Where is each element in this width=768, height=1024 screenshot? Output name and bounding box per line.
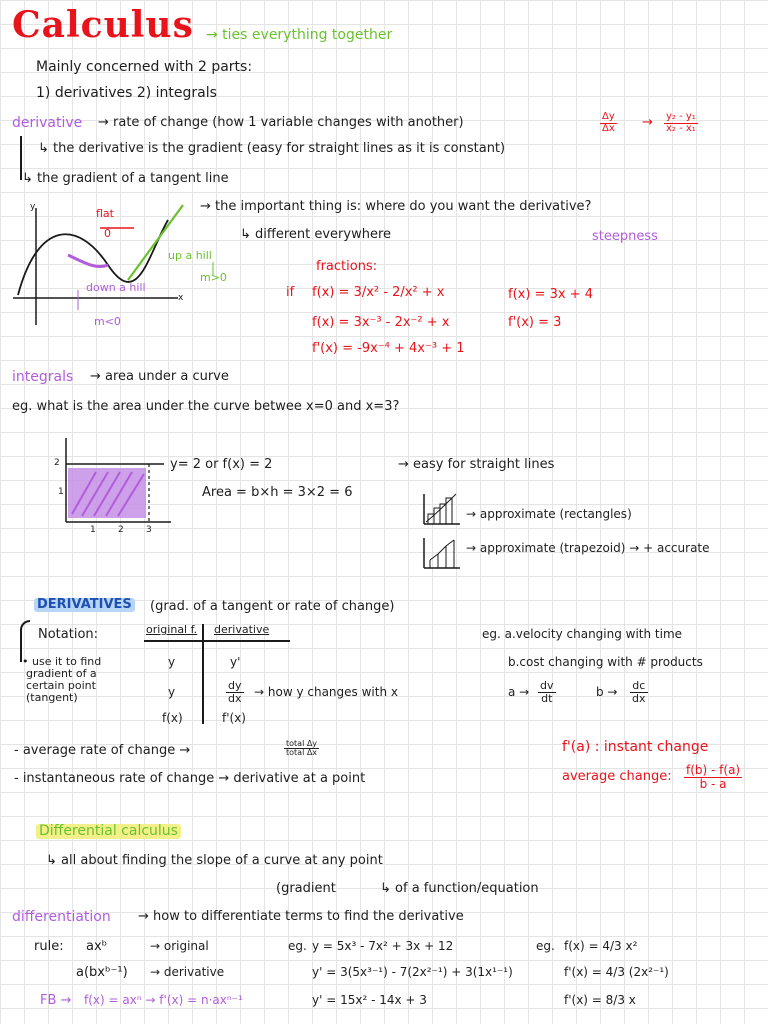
flat-label: flat (96, 207, 114, 220)
derivative-term: derivative (12, 115, 83, 131)
differentiation-term: differentiation (12, 909, 111, 925)
derivative-definition: → rate of change (how 1 variable changes with another) (98, 115, 464, 130)
page-title: Calculus (12, 4, 194, 46)
instant-change: f'(a) : instant change (562, 739, 709, 755)
notation-label: Notation: (38, 627, 99, 642)
eg1-line-c: y' = 15x² - 14x + 3 (312, 993, 427, 1007)
slope-line: ↳ all about finding the slope of a curve at any point (46, 853, 383, 868)
approx-trapezoid: → approximate (trapezoid) → + accurate (466, 541, 710, 555)
integrals-question: eg. what is the area under the curve betwee x=0 and x=3? (12, 399, 400, 414)
col-original: original f. (146, 623, 198, 636)
use-line-1: • use it to find (22, 655, 102, 668)
dv-num: dv (540, 679, 554, 692)
slope-fraction (664, 112, 698, 134)
how-y-changes: → how y changes with x (254, 685, 398, 699)
easy-straight-lines: → easy for straight lines (398, 457, 555, 472)
use-line-2: gradient of a (26, 667, 97, 680)
area-graph (56, 436, 176, 536)
fb-label: FB → (40, 993, 72, 1008)
average-change-fraction (684, 764, 742, 790)
average-rate: - average rate of change → (14, 743, 191, 758)
m-negative-label: m<0 (94, 315, 121, 328)
rule-original-desc: → original (150, 939, 209, 953)
fraction-eq-1: f(x) = 3/x² - 2/x² + x (312, 285, 445, 300)
row1-deriv: y' (230, 655, 241, 669)
m-positive-label: m>0 (200, 271, 227, 284)
fractions-heading: fractions: (316, 259, 378, 274)
row3-orig: f(x) (162, 711, 183, 725)
fb-equation: f(x) = axⁿ → f'(x) = n·axⁿ⁻¹ (84, 993, 243, 1007)
up-hill-label: up a hill (168, 249, 212, 262)
eg1-line-a: y = 5x³ - 7x² + 3x + 12 (312, 939, 454, 953)
col-derivative: derivative (214, 623, 270, 636)
rule-derivative: a(bxᵇ⁻¹) (76, 965, 128, 980)
row2-orig: y (168, 685, 176, 699)
title-tagline: → ties everything together (206, 27, 393, 43)
average-change-label: average change: (562, 769, 672, 784)
example-cost: b.cost changing with # products (508, 655, 703, 669)
area-x-tick-3: 3 (146, 525, 152, 535)
slope-den: x₂ - x₁ (666, 122, 696, 134)
linear-derivative: f'(x) = 3 (508, 315, 562, 330)
area-x-tick-2: 2 (118, 525, 124, 535)
area-calculation: Area = b×h = 3×2 = 6 (202, 485, 353, 500)
if-label: if (286, 285, 295, 300)
integrals-definition: → area under a curve (90, 369, 229, 384)
eg2-line-a: f(x) = 4/3 x² (564, 939, 638, 953)
graph-x-label: x (178, 293, 184, 303)
dx-den: dx (632, 691, 646, 705)
avg-change-den: b - a (699, 776, 727, 791)
avg-change-num: f(b) - f(a) (686, 763, 741, 777)
dc-dx-fraction (630, 680, 648, 704)
instantaneous-rate: - instantaneous rate of change → derivative at a point (14, 771, 366, 786)
dy-den: dx (228, 691, 242, 705)
rectangles-icon (422, 492, 462, 526)
dv-dt-fraction (538, 680, 556, 704)
eg2-line-c: f'(x) = 8/3 x (564, 993, 636, 1007)
integrals-term: integrals (12, 369, 74, 385)
delta-x: Δx (602, 122, 615, 134)
row3-deriv: f'(x) (222, 711, 246, 725)
derivative-point-2: ↳ the gradient of a tangent line (22, 171, 229, 186)
table-hline (144, 640, 290, 642)
approx-rectangles: → approximate (rectangles) (466, 507, 632, 521)
gradient-note: (gradient (276, 881, 336, 896)
dy-dx-fraction (226, 680, 244, 704)
rule-original: axᵇ (86, 939, 108, 954)
graph-y-label: y (30, 202, 36, 212)
linear-eq: f(x) = 3x + 4 (508, 287, 593, 302)
dc-num: dc (630, 680, 648, 693)
derivatives-subheading: (grad. of a tangent or rate of change) (150, 599, 395, 614)
constant-function: y= 2 or f(x) = 2 (170, 457, 273, 472)
intro-line-2: 1) derivatives 2) integrals (36, 85, 217, 101)
total-dx: total Δx (286, 748, 318, 758)
dt-den: dt (541, 691, 553, 705)
area-x-tick-1: 1 (90, 525, 96, 535)
derivative-point-1: ↳ the derivative is the gradient (easy for straight lines as it is constant) (38, 141, 506, 156)
slope-num: y₂ - y₁ (666, 111, 696, 122)
total-fraction (284, 740, 319, 758)
fraction-eq-2: f(x) = 3x⁻³ - 2x⁻² + x (312, 315, 450, 330)
differential-heading: Differential calculus (36, 824, 181, 839)
dy-num: dy (228, 679, 242, 692)
eg1-label: eg. (288, 939, 307, 953)
rule-label: rule: (34, 939, 64, 954)
rule-derivative-desc: → derivative (150, 965, 225, 979)
delta-fraction (600, 112, 617, 134)
use-line-4: (tangent) (26, 691, 78, 704)
eg1-line-b: y' = 3(5x³⁻¹) - 7(2x²⁻¹) + 3(1x¹⁻¹) (312, 965, 513, 979)
example-velocity: eg. a.velocity changing with time (482, 627, 683, 641)
fraction-arrow: → (642, 115, 653, 130)
fraction-eq-3: f'(x) = -9x⁻⁴ + 4x⁻³ + 1 (312, 341, 465, 356)
use-line-3: certain point (26, 679, 96, 692)
row1-orig: y (168, 655, 176, 669)
delta-y: Δy (602, 111, 615, 122)
eg2-label: eg. (536, 939, 555, 953)
derivatives-heading: DERIVATIVES (34, 598, 135, 612)
area-y-tick-1: 1 (58, 487, 64, 497)
eg2-line-b: f'(x) = 4/3 (2x²⁻¹) (564, 965, 669, 979)
zero-label: 0 (104, 227, 111, 240)
a-label: a → (508, 685, 530, 699)
total-dy: total Δy (286, 739, 318, 748)
function-note: ↳ of a function/equation (380, 881, 539, 896)
intro-line-1: Mainly concerned with 2 parts: (36, 59, 253, 75)
area-y-tick-2: 2 (54, 458, 60, 468)
trapezoid-icon (422, 536, 462, 570)
b-label: b → (596, 685, 618, 699)
table-vline (202, 624, 204, 724)
different-everywhere: ↳ different everywhere (240, 227, 392, 242)
important-line: → the important thing is: where do you want the derivative? (200, 199, 592, 214)
down-hill-label: down a hill (86, 281, 146, 294)
differentiation-definition: → how to differentiate terms to find the derivative (138, 909, 464, 924)
steepness-label: steepness (592, 229, 658, 244)
